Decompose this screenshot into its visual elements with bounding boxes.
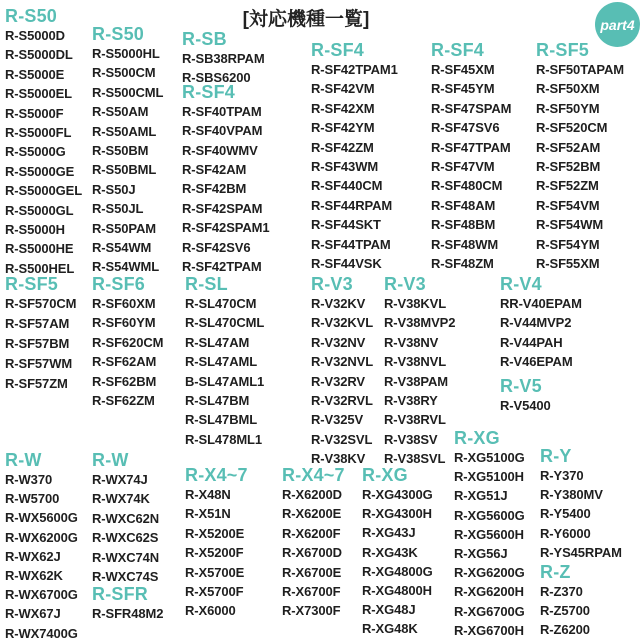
model-group-6-r-sf5 <box>5 274 76 394</box>
series-header: R-SF4 <box>182 81 236 102</box>
model-item: R-XG4300G <box>362 487 433 502</box>
model-item: R-S5000F <box>5 105 64 121</box>
model-group-9-r-v3 <box>311 274 373 469</box>
model-item: R-S50AM <box>92 104 149 120</box>
model-item: R-X5700F <box>185 584 244 600</box>
model-item: R-SF42SPAM <box>182 200 263 216</box>
model-item: R-S54WML <box>92 259 160 275</box>
series-header: R-V5 <box>500 375 542 396</box>
model-item: R-XG56J <box>454 546 508 562</box>
model-item: R-SF62AM <box>92 354 157 370</box>
model-item: R-SF47VM <box>431 159 495 175</box>
model-item: R-SF62ZM <box>92 393 155 409</box>
model-item: R-S5000HL <box>92 46 160 61</box>
model-item: R-SF44SKT <box>311 217 381 233</box>
model-item: R-SF54YM <box>536 236 600 252</box>
model-item: R-V38RVL <box>384 412 446 428</box>
model-item: R-SF520CM <box>536 120 608 136</box>
model-item: R-SF45YM <box>431 81 495 97</box>
model-item: R-SF40TPAM <box>182 103 262 119</box>
model-item: R-SF42ZM <box>311 139 374 155</box>
model-item: R-V38NV <box>384 334 439 350</box>
model-item: RR-V40EPAM <box>500 296 582 311</box>
model-item: B-SL47AML1 <box>185 373 265 389</box>
model-item: R-X6200F <box>282 525 341 541</box>
series-header: R-Z <box>540 562 571 583</box>
model-group-1-r-s50 <box>92 24 163 277</box>
model-item: R-V32RVL <box>311 393 373 409</box>
model-item: R-SF50YM <box>536 100 600 116</box>
model-item: R-X5200F <box>185 545 244 561</box>
model-item: R-SF47TPAM <box>431 139 511 155</box>
model-item: R-XG4800G <box>362 563 433 579</box>
model-item: R-XG6200G <box>454 565 525 581</box>
model-item: R-SF48WM <box>431 236 499 252</box>
model-item: R-SF50XM <box>536 81 600 97</box>
model-item: R-XG48K <box>362 621 418 637</box>
model-item: R-S5000H <box>5 222 65 238</box>
model-item: R-S50BML <box>92 162 157 178</box>
model-item: R-XG51J <box>454 488 508 504</box>
model-item: R-X5200E <box>185 525 245 541</box>
model-item: R-S50AML <box>92 123 157 139</box>
model-item: R-S5000E <box>5 66 65 82</box>
model-item: R-Y380MV <box>540 487 603 503</box>
model-item: R-S5000HE <box>5 241 74 257</box>
model-item: R-SF42XM <box>311 100 375 116</box>
model-item: R-SB38RPAM <box>182 51 265 66</box>
model-item: R-SF57AM <box>5 316 70 331</box>
model-item: R-Y370 <box>540 468 584 483</box>
model-item: R-X51N <box>185 506 231 522</box>
model-item: R-SF44TPAM <box>311 236 391 252</box>
model-group-16-r-xg <box>362 465 433 639</box>
model-item: R-V38PAM <box>384 373 448 389</box>
model-item: R-WX74J <box>92 472 148 487</box>
model-item: R-V46EPAM <box>500 354 573 370</box>
model-item: R-X5700E <box>185 564 245 580</box>
series-header: R-SF5 <box>5 274 59 294</box>
series-header: R-SF6 <box>92 274 146 294</box>
model-group-0-r-s50 <box>5 6 82 278</box>
model-item: R-S54WM <box>92 240 152 256</box>
model-item: R-SL47AM <box>185 334 250 350</box>
model-item: R-XG5600G <box>454 507 525 523</box>
series-header: R-S50 <box>92 24 145 44</box>
model-item: R-SL47BM <box>185 393 250 409</box>
model-item: R-X7300F <box>282 603 341 619</box>
model-item: R-S50PAM <box>92 220 156 236</box>
model-item: R-X6700E <box>282 564 342 580</box>
series-header: R-SFR <box>92 584 148 605</box>
model-item: R-X6200E <box>282 506 342 522</box>
model-item: R-V32NVL <box>311 354 374 370</box>
model-item: R-XG6700H <box>454 622 524 638</box>
model-item: R-WXC74S <box>92 569 159 585</box>
model-item: R-SF62BM <box>92 373 157 389</box>
series-header: R-W <box>92 450 129 470</box>
model-item: R-SL478ML1 <box>185 431 263 447</box>
model-item: R-SF50TAPAM <box>536 62 624 77</box>
model-item: R-SF42TPAM1 <box>311 62 398 77</box>
model-item: R-SF60YM <box>92 315 156 331</box>
model-item: R-V32KVL <box>311 315 374 331</box>
model-item: R-WX6200G <box>5 529 78 545</box>
series-header: R-SL <box>185 274 228 294</box>
model-item: R-SF52ZM <box>536 178 599 194</box>
model-group-18-r-y <box>540 446 622 640</box>
model-item: R-S500CM <box>92 65 156 81</box>
page-title: [対応機種一覧] <box>242 9 370 30</box>
model-item: R-V38RY <box>384 393 438 409</box>
model-item: R-SL47BML <box>185 412 258 428</box>
model-item: R-Z5700 <box>540 603 590 619</box>
model-item: R-XG4300H <box>362 506 432 522</box>
model-item: R-SF40WMV <box>182 142 258 158</box>
model-item: R-SF42AM <box>182 162 247 178</box>
series-header: R-XG <box>454 428 500 448</box>
part-badge-label: part4 <box>600 16 635 33</box>
model-item: R-WX74K <box>92 491 150 507</box>
series-header: R-SF4 <box>311 40 365 60</box>
model-group-3-r-sf4 <box>311 40 398 273</box>
series-header: R-XG <box>362 465 408 485</box>
model-item: R-WXC62N <box>92 510 160 526</box>
model-item: R-S5000DL <box>5 47 73 63</box>
model-group-8-r-sl <box>185 274 264 449</box>
model-item: R-SF47SV6 <box>431 120 500 136</box>
model-item: R-V44MVP2 <box>500 315 572 331</box>
model-item: R-WX62K <box>5 568 63 584</box>
model-item: R-WX5600G <box>5 510 78 526</box>
model-item: R-SF52AM <box>536 139 601 155</box>
model-item: R-XG5100G <box>454 450 525 465</box>
model-item: R-V38NVL <box>384 354 447 370</box>
model-item: R-SF42YM <box>311 120 375 136</box>
model-item: R-YS45RPAM <box>540 544 622 560</box>
series-header: R-SB <box>182 29 227 49</box>
model-item: R-SF47SPAM <box>431 100 512 116</box>
model-item: R-SF55XM <box>536 256 600 272</box>
model-item: R-SF570CM <box>5 296 77 311</box>
model-item: R-V38SVL <box>384 451 446 467</box>
model-item: R-XG6700G <box>454 603 525 619</box>
series-header: R-SF5 <box>536 40 590 60</box>
model-item: R-SF57ZM <box>5 376 68 391</box>
model-group-2-r-sb <box>182 29 270 276</box>
model-group-13-r-w <box>92 450 163 624</box>
model-item: R-V38MVP2 <box>384 315 456 331</box>
model-item: R-SF48BM <box>431 217 496 233</box>
model-item: R-S500HEL <box>5 260 75 276</box>
model-item: R-V38KV <box>311 451 366 467</box>
series-header: R-X4~7 <box>282 465 345 485</box>
series-header: R-V3 <box>311 274 353 294</box>
model-item: R-SF42SV6 <box>182 239 251 255</box>
model-group-4-r-sf4 <box>431 40 511 273</box>
model-item: R-S5000GL <box>5 202 74 218</box>
model-item: R-S5000D <box>5 28 65 43</box>
model-item: R-SF57WM <box>5 356 73 371</box>
model-item: R-V32KV <box>311 296 366 311</box>
model-item: R-Z370 <box>540 584 583 600</box>
model-item: R-X6000 <box>185 603 236 619</box>
model-item: R-V38SV <box>384 431 438 447</box>
series-header: R-V4 <box>500 274 542 294</box>
model-item: R-V32RV <box>311 373 365 389</box>
model-group-11-r-v4 <box>500 274 582 415</box>
model-item: R-V44PAH <box>500 334 563 350</box>
series-header: R-SF4 <box>431 40 485 60</box>
model-item: R-S5000G <box>5 144 66 160</box>
model-item: R-XG4800H <box>362 583 432 599</box>
model-item: R-SF620CM <box>92 334 164 350</box>
model-item: R-SF480CM <box>431 178 503 194</box>
model-item: R-V5400 <box>500 397 551 413</box>
model-item: R-S5000FL <box>5 125 72 141</box>
model-item: R-W5700 <box>5 491 60 507</box>
model-group-10-r-v3 <box>384 274 455 469</box>
model-item: R-SL470CM <box>185 296 257 311</box>
model-item: R-SL47AML <box>185 354 258 370</box>
model-item: R-SF44VSK <box>311 256 382 272</box>
model-item: R-WXC74N <box>92 549 160 565</box>
model-item: R-XG5600H <box>454 526 524 542</box>
model-group-14-r-x4-7 <box>185 465 248 621</box>
model-item: R-S5000GEL <box>5 183 83 199</box>
model-item: R-X6700F <box>282 584 341 600</box>
model-item: R-SF52BM <box>536 159 601 175</box>
model-item: R-SF57BM <box>5 336 70 351</box>
model-item: R-SF48ZM <box>431 256 494 272</box>
model-item: R-XG6200H <box>454 584 524 600</box>
model-item: R-WXC62S <box>92 530 159 546</box>
model-group-12-r-w <box>5 450 78 643</box>
model-item: R-SF42SPAM1 <box>182 220 270 236</box>
model-item: R-XG48J <box>362 602 416 618</box>
model-item: R-S50JL <box>92 201 144 217</box>
model-item: R-Y6000 <box>540 525 591 541</box>
model-item: R-SF40VPAM <box>182 123 263 139</box>
model-item: R-X6700D <box>282 545 342 561</box>
model-item: R-V32SVL <box>311 431 373 447</box>
model-item: R-SF43WM <box>311 159 379 175</box>
model-item: R-SF54VM <box>536 197 600 213</box>
model-item: R-WX62J <box>5 548 61 564</box>
model-group-5-r-sf5 <box>536 40 624 273</box>
series-header: R-Y <box>540 446 572 466</box>
model-item: R-S5000EL <box>5 86 73 102</box>
model-group-7-r-sf6 <box>92 274 163 410</box>
model-item: R-S500CML <box>92 84 164 100</box>
model-item: R-V38KVL <box>384 296 447 311</box>
model-item: R-W370 <box>5 472 53 487</box>
model-item: R-XG43K <box>362 544 418 560</box>
model-item: R-Z6200 <box>540 622 590 638</box>
model-item: R-SF42TPAM <box>182 259 262 275</box>
model-item: R-WX7400G <box>5 625 78 641</box>
model-item: R-Y5400 <box>540 506 591 522</box>
model-item: R-S50BM <box>92 143 149 159</box>
model-item: R-SF42VM <box>311 81 375 97</box>
series-header: R-V3 <box>384 274 426 294</box>
series-header: R-W <box>5 450 42 470</box>
model-item: R-X48N <box>185 487 231 502</box>
model-item: R-S5000GE <box>5 163 75 179</box>
model-item: R-XG43J <box>362 525 416 541</box>
series-header: R-X4~7 <box>185 465 248 485</box>
model-item: R-SF60XM <box>92 296 156 311</box>
model-item: R-SF48AM <box>431 197 496 213</box>
model-item: R-SF440CM <box>311 178 383 194</box>
model-item: R-SL470CML <box>185 315 265 331</box>
series-header: R-S50 <box>5 6 58 26</box>
model-item: R-S50J <box>92 181 136 197</box>
model-item: R-V32NV <box>311 334 366 350</box>
model-item: R-WX6700G <box>5 587 78 603</box>
model-item: R-SF44RPAM <box>311 197 393 213</box>
model-item: R-WX67J <box>5 606 61 622</box>
model-item: R-SBS6200 <box>182 70 251 86</box>
model-item: R-V325V <box>311 412 364 428</box>
model-item: R-SF45XM <box>431 62 495 77</box>
model-group-15-r-x4-7 <box>282 465 345 621</box>
model-group-17-r-xg <box>454 428 525 640</box>
model-item: R-X6200D <box>282 487 342 502</box>
model-item: R-SF54WM <box>536 217 604 233</box>
model-item: R-XG5100H <box>454 469 524 485</box>
model-item: R-SF42BM <box>182 181 247 197</box>
model-item: R-SFR48M2 <box>92 606 164 622</box>
